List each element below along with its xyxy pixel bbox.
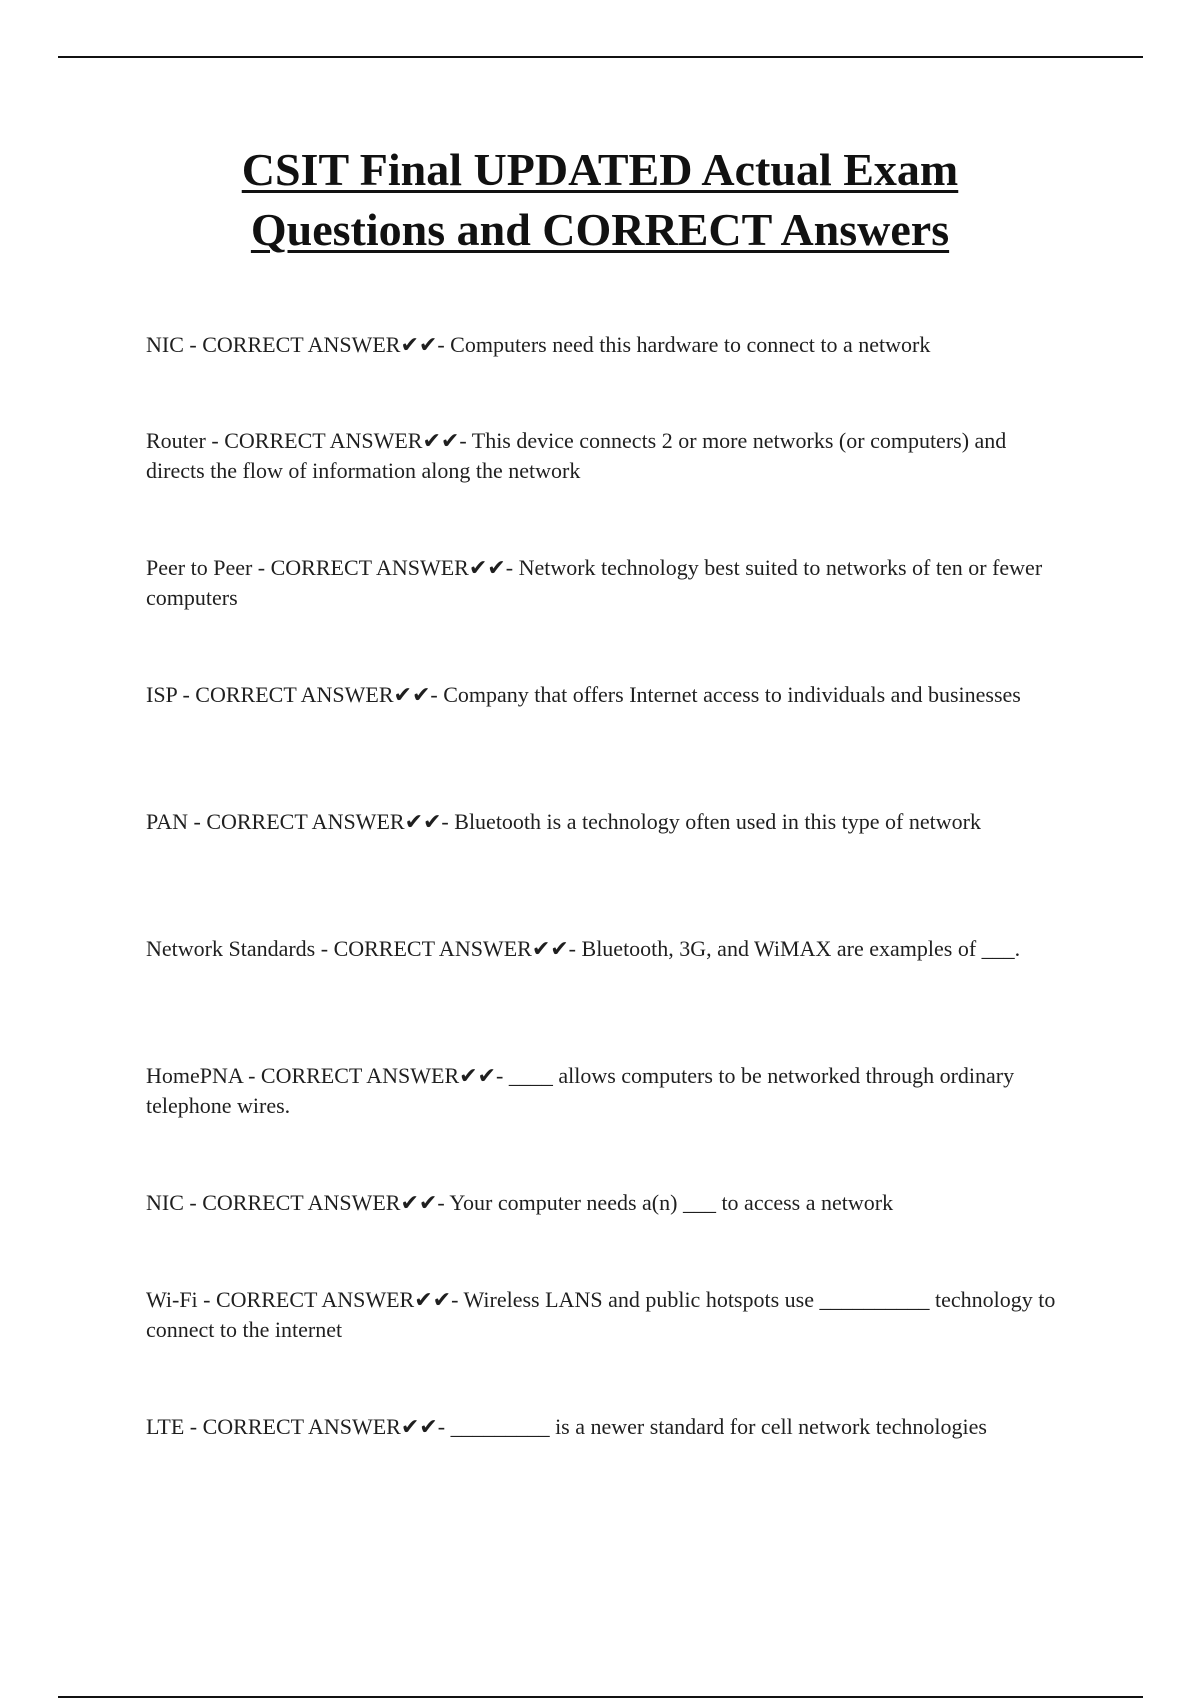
correct-answer-marker: - CORRECT ANSWER✔✔-	[315, 936, 582, 961]
document-title	[0, 140, 1200, 260]
correct-answer-marker: - CORRECT ANSWER✔✔-	[242, 1063, 509, 1088]
correct-answer-marker: - CORRECT ANSWER✔✔-	[183, 332, 451, 357]
bottom-divider	[58, 1696, 1143, 1698]
qa-definition: Company that offers Internet access to individuals and businesses	[443, 682, 1021, 707]
qa-definition: This device connects 2 or more networks (or computers) and directs the flow of information along the network	[146, 428, 1007, 483]
qa-term: PAN	[146, 809, 188, 834]
qa-definition: Bluetooth is a technology often used in this type of network	[454, 809, 981, 834]
qa-definition: Your computer needs a(n) ___ to access a network	[449, 1190, 894, 1215]
qa-item	[146, 680, 1066, 710]
qa-term: LTE	[146, 1414, 185, 1439]
qa-item	[146, 1188, 1066, 1218]
qa-definition: Wireless LANS and public hotspots use __________ technology to connect to the internet	[146, 1287, 1056, 1342]
qa-term: Wi-Fi	[146, 1287, 198, 1312]
correct-answer-marker: - CORRECT ANSWER✔✔-	[188, 809, 455, 834]
qa-definition: Bluetooth, 3G, and WiMAX are examples of ___.	[581, 936, 1021, 961]
qa-item	[146, 807, 1066, 837]
qa-item	[146, 553, 1066, 613]
qa-term: Peer to Peer	[146, 555, 253, 580]
qa-definition: Computers need this hardware to connect to a network	[450, 332, 931, 357]
qa-item	[146, 934, 1066, 964]
qa-term: NIC	[146, 1190, 184, 1215]
qa-item	[146, 1412, 1066, 1442]
qa-term: NIC	[146, 332, 184, 357]
qa-term: ISP	[146, 682, 177, 707]
qa-term: HomePNA	[146, 1063, 243, 1088]
qa-item	[146, 426, 1066, 486]
correct-answer-marker: - CORRECT ANSWER✔✔-	[184, 1414, 451, 1439]
qa-definition: Network technology best suited to networks of ten or fewer computers	[146, 555, 1043, 610]
qa-item	[146, 1061, 1066, 1121]
qa-definition: ____ allows computers to be networked through ordinary telephone wires.	[146, 1063, 1015, 1118]
correct-answer-marker: - CORRECT ANSWER✔✔-	[197, 1287, 464, 1312]
top-divider	[58, 56, 1143, 58]
correct-answer-marker: - CORRECT ANSWER✔✔-	[176, 682, 444, 707]
qa-term: Router	[146, 428, 206, 453]
title-line-2: Questions and CORRECT Answers	[250, 204, 950, 255]
correct-answer-marker: - CORRECT ANSWER✔✔-	[183, 1190, 450, 1215]
title-line-1: CSIT Final UPDATED Actual Exam	[241, 144, 959, 195]
qa-item	[146, 1285, 1066, 1345]
correct-answer-marker: - CORRECT ANSWER✔✔-	[205, 428, 472, 453]
qa-term: Network Standards	[146, 936, 316, 961]
qa-definition: _________ is a newer standard for cell network technologies	[450, 1414, 987, 1439]
qa-item	[146, 330, 1066, 360]
correct-answer-marker: - CORRECT ANSWER✔✔-	[252, 555, 519, 580]
